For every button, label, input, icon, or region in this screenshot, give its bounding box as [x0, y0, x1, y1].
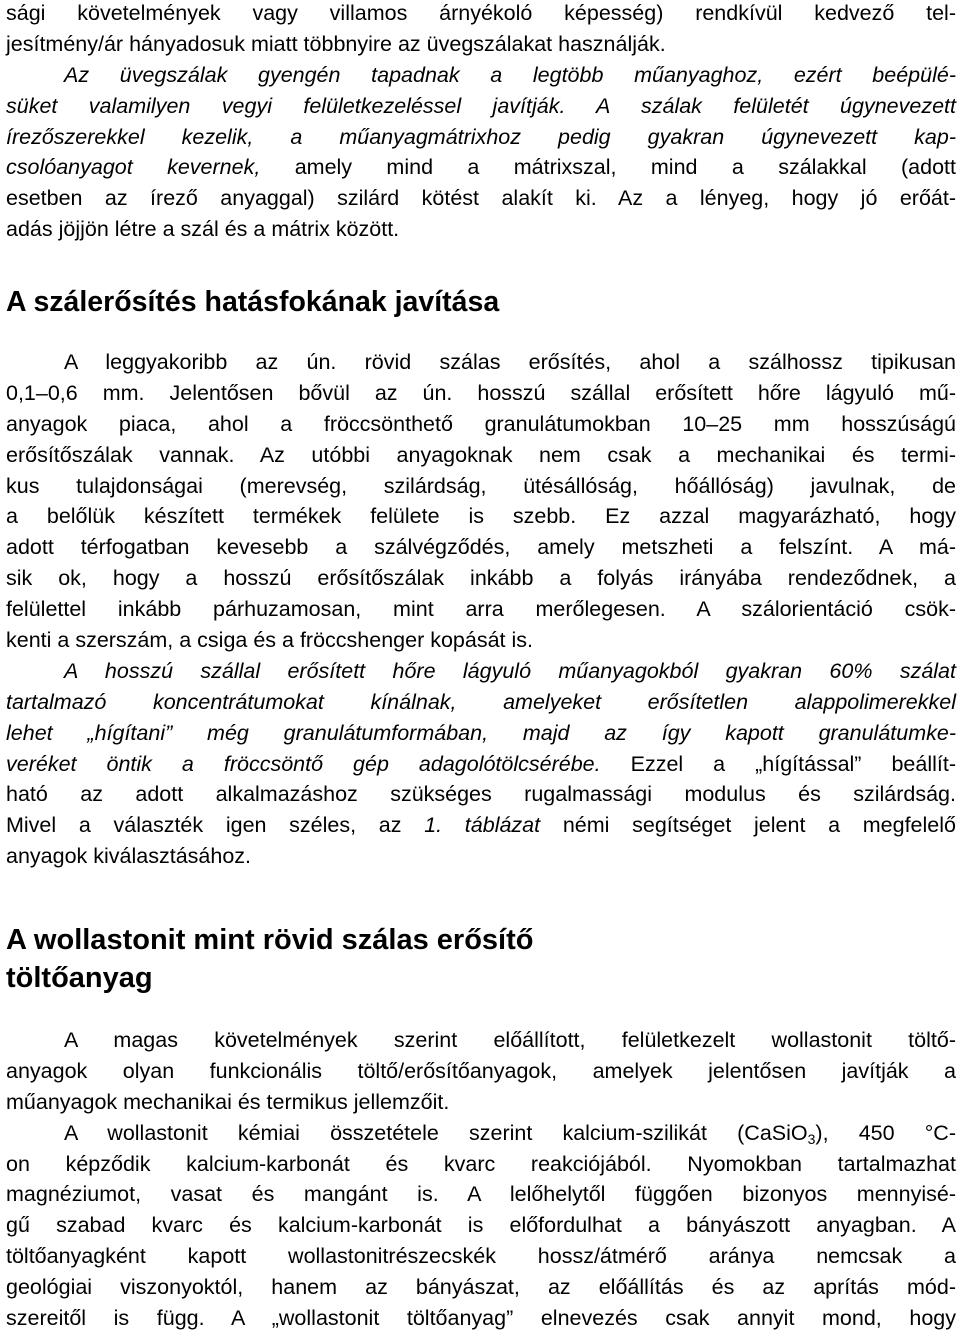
- text-run: adás jöjjön létre a szál és a mátrix között.: [6, 217, 400, 242]
- text-run: anyagok piaca, ahol a fröccsönthető granulátumokban 10–25 mm hosszúságú: [6, 411, 956, 436]
- text-run: gű szabad kvarc és kalcium-karbonát is előfordulhat a bányászott anyagban. A: [6, 1213, 956, 1238]
- text-line: [6, 214, 956, 245]
- text-run: szereitől is függ. A „wollastonit töltőanyag” elnevezés csak annyit mond, hogy: [6, 1306, 956, 1331]
- text-line: [6, 122, 956, 153]
- italic-text: írezőszerekkel kezelik, a műanyagmátrixhoz pedig gyakran úgynevezett kap-: [6, 124, 956, 149]
- text-line: [6, 1056, 956, 1087]
- text-run: műanyagok mechanikai és termikus jellemzőit.: [6, 1089, 450, 1114]
- text-line: [6, 1241, 956, 1272]
- text-line: [6, 1087, 956, 1118]
- text-line: [6, 29, 956, 60]
- text-run: A magas követelmények szerint előállított, felületkezelt wollastonit töltő-: [64, 1028, 956, 1052]
- subscript-text: 3: [807, 1130, 816, 1147]
- text-line: [6, 378, 956, 409]
- text-line: [6, 687, 956, 718]
- paragraph-long-fiber: [6, 347, 956, 872]
- text-run: sik ok, hogy a hosszú erősítőszálak inkább a folyás irányába rendeződnek, a: [6, 566, 956, 591]
- text-run: amely mind a mátrixszal, mind a szálakkal (adott: [260, 155, 956, 180]
- text-run: kus tulajdonságai (merevség, szilárdság, ütésállóság, hőállóság) javulnak, de: [6, 473, 956, 498]
- heading-line: töltőanyag: [6, 962, 153, 994]
- text-run: adott térfogatban kevesebb a szálvégződés, amely metszheti a felszínt. A má-: [6, 535, 956, 560]
- italic-text: A hosszú szállal erősített hőre lágyuló műanyagokból gyakran 60% szálat: [64, 658, 956, 683]
- text-run: sági követelmények vagy villamos árnyékoló képesség) rendkívül kedvező tel-: [6, 1, 956, 25]
- text-line: [6, 471, 956, 502]
- text-line: [6, 594, 956, 625]
- text-run: némi segítséget jelent a megfelelő: [540, 813, 956, 838]
- text-run: ható az adott alkalmazáshoz szükséges rugalmassági modulus és szilárdság.: [6, 782, 956, 807]
- text-run: jesítmény/ár hányadosuk miatt többnyire az üvegszálakat használják.: [6, 31, 666, 56]
- text-line: [6, 152, 956, 183]
- text-run: A wollastonit kémiai összetétele szerint kalcium-szilikát (CaSiO: [64, 1120, 808, 1145]
- paragraph-glass-fiber: [6, 0, 956, 245]
- text-line: [6, 409, 956, 440]
- italic-text: tartalmazó koncentrátumokat kínálnak, amelyeket erősítetlen alappolimerekkel: [6, 689, 956, 714]
- text-line: [6, 841, 956, 872]
- text-run: magnéziumot, vasat és mangánt is. A lelőhelytől függően bizonyos mennyisé-: [6, 1182, 956, 1207]
- text-run: anyagok olyan funkcionális töltő/erősítőanyagok, amelyek jelentősen javítják a: [6, 1058, 956, 1083]
- text-line: [6, 532, 956, 563]
- text-line: [6, 1272, 956, 1303]
- text-line: [6, 60, 956, 91]
- italic-text: csolóanyagot kevernek,: [6, 155, 261, 180]
- text-line: [6, 501, 956, 532]
- text-run: A leggyakoribb az ún. rövid szálas erősítés, ahol a szálhossz tipikusan: [64, 350, 956, 374]
- text-run: esetben az írező anyaggal) szilárd kötést alakít ki. Az a lényeg, hogy jó erőát-: [6, 186, 956, 211]
- text-line: [6, 0, 956, 29]
- section-heading-wollastonite: [6, 921, 533, 997]
- text-run: felülettel inkább párhuzamosan, mint arra merőlegesen. A szálorientáció csök-: [6, 597, 956, 622]
- text-run: geológiai viszonyoktól, hanem az bányászat, az előállítás és az aprítás mód-: [6, 1275, 956, 1300]
- text-line: [6, 183, 956, 214]
- italic-text: veréket öntik a fröccsöntő gép adagolótölcsérébe.: [6, 751, 601, 776]
- text-line: [6, 440, 956, 471]
- text-line: [6, 563, 956, 594]
- text-run: a belőlük készített termékek felülete is szebb. Ez azzal magyarázható, hogy: [6, 504, 956, 529]
- text-run: Mivel a választék igen széles, az: [6, 813, 425, 838]
- text-line: [6, 91, 956, 122]
- text-line: [6, 625, 956, 656]
- text-line: [6, 347, 956, 378]
- text-run: anyagok kiválasztásához.: [6, 844, 252, 869]
- text-line: [6, 1179, 956, 1210]
- italic-text: 1. táblázat: [424, 813, 541, 838]
- text-run: on képződik kalcium-karbonát és kvarc reakciójából. Nyomokban tartalmazhat: [6, 1151, 956, 1176]
- italic-text: Az üvegszálak gyengén tapadnak a legtöbb műanyaghoz, ezért beépülé-: [64, 62, 956, 87]
- text-run: ), 450 °C-: [815, 1120, 956, 1145]
- text-line: [6, 718, 956, 749]
- text-line: [6, 1303, 956, 1334]
- text-line: [6, 810, 956, 841]
- text-line: [6, 656, 956, 687]
- text-run: 0,1–0,6 mm. Jelentősen bővül az ún. hosszú szállal erősített hőre lágyuló mű-: [6, 380, 956, 405]
- italic-text: süket valamilyen vegyi felületkezeléssel javítják. A szálak felületét úgynevezett: [6, 93, 956, 118]
- text-run: töltőanyagként kapott wollastonitrészecskék hossz/átmérő aránya nemcsak a: [6, 1244, 956, 1269]
- text-line: [6, 1118, 956, 1149]
- text-line: [6, 749, 956, 780]
- italic-text: lehet „hígítani” még granulátumformában, majd az így kapott granulátumke-: [6, 720, 956, 745]
- text-line: [6, 1149, 956, 1180]
- heading-line: A wollastonit mint rövid szálas erősítő: [6, 924, 534, 956]
- text-run: kenti a szerszám, a csiga és a fröccshenger kopását is.: [6, 628, 533, 653]
- text-line: [6, 1210, 956, 1241]
- text-line: [6, 1025, 956, 1056]
- text-run: erősítőszálak vannak. Az utóbbi anyagoknak nem csak a mechanikai és termi-: [6, 442, 956, 467]
- section-heading-fiber-efficiency: A szálerősítés hatásfokának javítása: [6, 286, 500, 318]
- text-run: Ezzel a „hígítással” beállít-: [600, 751, 956, 776]
- text-line: [6, 779, 956, 810]
- paragraph-wollastonite: [6, 1025, 956, 1334]
